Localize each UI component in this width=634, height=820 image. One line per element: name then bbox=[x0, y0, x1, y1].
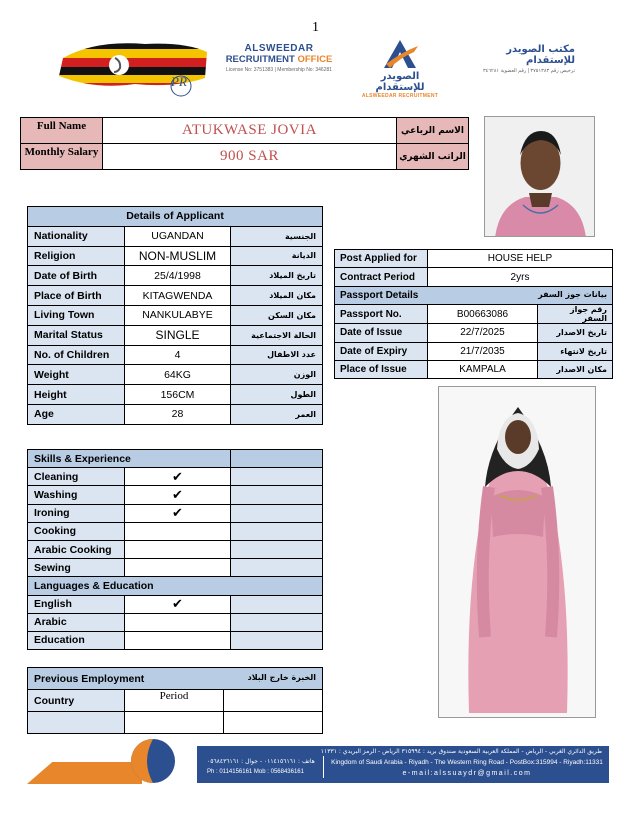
passport-label: Date of Expiry bbox=[335, 342, 428, 360]
detail-arabic-label: الطول bbox=[231, 385, 323, 405]
passport-arabic-label: تاريخ لانتهاء bbox=[538, 342, 613, 360]
office-name-recruitment: RECRUITMENT bbox=[225, 54, 295, 65]
office-logo-arabic bbox=[455, 44, 575, 74]
table-row bbox=[28, 345, 323, 365]
skill-extra-cell bbox=[231, 595, 323, 613]
skills-title-blank bbox=[231, 450, 323, 468]
post-applied-value: HOUSE HELP bbox=[428, 250, 613, 268]
contract-period-label: Contract Period bbox=[335, 268, 428, 286]
salary-label: Monthly Salary bbox=[21, 144, 103, 170]
skill-extra-cell bbox=[231, 613, 323, 631]
detail-arabic-label: الحالة الاجتماعية bbox=[231, 325, 323, 345]
detail-label: Height bbox=[28, 385, 125, 405]
passport-section-header bbox=[335, 286, 613, 304]
table-row bbox=[28, 286, 323, 306]
skill-extra-cell bbox=[231, 631, 323, 649]
passport-value: B00663086 bbox=[428, 305, 538, 324]
skill-extra-cell bbox=[231, 559, 323, 577]
skill-label: Cleaning bbox=[28, 468, 125, 486]
footer-divider bbox=[323, 756, 324, 778]
table-row bbox=[335, 305, 613, 324]
arabic-license-line: ترخيص رقم ٣٧٥١٣٨٣ | رقم العضوية ٣٤٦٢٨١ bbox=[482, 68, 575, 74]
detail-value: 4 bbox=[125, 345, 231, 365]
skill-label: Education bbox=[28, 631, 125, 649]
skills-experience-table bbox=[27, 449, 323, 650]
skill-extra-cell bbox=[231, 522, 323, 540]
country-label: Country bbox=[28, 690, 125, 712]
table-row bbox=[28, 385, 323, 405]
skill-extra-cell bbox=[231, 504, 323, 522]
period-label: Period bbox=[125, 690, 224, 712]
skill-extra-cell bbox=[231, 468, 323, 486]
detail-value: 28 bbox=[125, 404, 231, 424]
table-row bbox=[28, 226, 323, 246]
table-row bbox=[28, 404, 323, 424]
a-letter-icon bbox=[380, 38, 420, 70]
footer-address-arabic: طريق الدائري الغربي - الرياض - المملكة العربية السعودية صندوق بريد : ٣١٥٩٩٤ الرياض - الرمز البريدي : ١١٣٣١ bbox=[320, 748, 602, 755]
post-applied-label: Post Applied for bbox=[335, 250, 428, 268]
employment-title-arabic: الخبرة خارج البلاد bbox=[247, 672, 316, 682]
table-row bbox=[28, 504, 323, 522]
table-row bbox=[28, 486, 323, 504]
footer-banner bbox=[27, 738, 609, 784]
detail-value: UGANDAN bbox=[125, 226, 231, 246]
skill-label: Arabic bbox=[28, 613, 125, 631]
contract-period-value: 2yrs bbox=[428, 268, 613, 286]
skill-label: Arabic Cooking bbox=[28, 540, 125, 558]
skill-label: English bbox=[28, 595, 125, 613]
passport-label: Place of Issue bbox=[335, 360, 428, 378]
footer-address-english: Kingdom of Saudi Arabia - Riyadh - The Western Ring Road - PostBox:315994 - Riyadh:11331 bbox=[331, 759, 603, 766]
full-name-value: ATUKWASE JOVIA bbox=[103, 118, 397, 144]
office-name-line1: ALSWEEDAR bbox=[244, 43, 314, 54]
footer-email: e-mail:alssuaydr@gmail.com bbox=[402, 770, 532, 777]
employment-blank-cell bbox=[224, 690, 323, 712]
detail-arabic-label: عدد الاطفال bbox=[231, 345, 323, 365]
detail-arabic-label: الوزن bbox=[231, 365, 323, 385]
detail-value: SINGLE bbox=[125, 325, 231, 345]
passport-arabic-label: مكان الاصدار bbox=[538, 360, 613, 378]
previous-employment-table bbox=[27, 667, 323, 734]
passport-value: 21/7/2035 bbox=[428, 342, 538, 360]
arabic-office-name: مكتب الصويدر للإستقدام bbox=[506, 44, 575, 66]
skill-extra-cell bbox=[231, 486, 323, 504]
detail-label: Weight bbox=[28, 365, 125, 385]
passport-label: Passport No. bbox=[335, 305, 428, 324]
table-row bbox=[28, 365, 323, 385]
detail-arabic-label: الديانة bbox=[231, 246, 323, 266]
table-row bbox=[28, 325, 323, 345]
table-row bbox=[28, 522, 323, 540]
detail-label: Living Town bbox=[28, 305, 125, 325]
detail-value: 64KG bbox=[125, 365, 231, 385]
office-name-office: OFFICE bbox=[297, 54, 333, 65]
employment-period-value bbox=[125, 712, 224, 734]
table-row bbox=[28, 559, 323, 577]
detail-label: No. of Children bbox=[28, 345, 125, 365]
table-row bbox=[28, 305, 323, 325]
table-row bbox=[28, 246, 323, 266]
name-salary-table bbox=[20, 117, 469, 170]
skill-check-value bbox=[125, 631, 231, 649]
office-logo-english bbox=[224, 43, 334, 73]
full-body-photo bbox=[438, 386, 596, 718]
skill-check-value: ✔ bbox=[125, 486, 231, 504]
detail-arabic-label: تاريخ الميلاد bbox=[231, 266, 323, 286]
arabic-logo-name: الصويدر للإستقدام bbox=[375, 71, 425, 93]
english-logo-name: ALSWEEDAR RECRUITMENT bbox=[361, 93, 439, 99]
passport-value: 22/7/2025 bbox=[428, 324, 538, 342]
passport-value: KAMPALA bbox=[428, 360, 538, 378]
table-row bbox=[28, 266, 323, 286]
company-a-logo bbox=[355, 38, 445, 99]
skill-check-value bbox=[125, 540, 231, 558]
table-row bbox=[28, 595, 323, 613]
table-row bbox=[335, 360, 613, 378]
passport-section-label: Passport Details bbox=[340, 289, 419, 301]
skill-check-value: ✔ bbox=[125, 468, 231, 486]
applicant-details-table bbox=[27, 206, 323, 425]
skill-check-value bbox=[125, 559, 231, 577]
skill-label: Cooking bbox=[28, 522, 125, 540]
detail-label: Religion bbox=[28, 246, 125, 266]
full-name-arabic-label: الاسم الرباعي bbox=[397, 118, 469, 144]
table-row bbox=[335, 342, 613, 360]
skill-check-value: ✔ bbox=[125, 595, 231, 613]
table-row bbox=[28, 631, 323, 649]
detail-label: Age bbox=[28, 404, 125, 424]
skill-check-value: ✔ bbox=[125, 504, 231, 522]
detail-value: KITAGWENDA bbox=[125, 286, 231, 306]
table-row bbox=[335, 324, 613, 342]
detail-arabic-label: الجنسية bbox=[231, 226, 323, 246]
languages-title: Languages & Education bbox=[28, 577, 323, 595]
detail-value: NON-MUSLIM bbox=[125, 246, 231, 266]
footer-emblem-icon bbox=[117, 738, 189, 784]
uganda-flag-logo bbox=[55, 38, 215, 100]
employment-header bbox=[28, 668, 323, 690]
details-title: Details of Applicant bbox=[28, 207, 323, 227]
employment-country-value bbox=[28, 712, 125, 734]
salary-arabic-label: الراتب الشهري bbox=[397, 144, 469, 170]
skill-label: Washing bbox=[28, 486, 125, 504]
table-row bbox=[28, 540, 323, 558]
table-row bbox=[28, 468, 323, 486]
skills-title: Skills & Experience bbox=[28, 450, 231, 468]
skill-extra-cell bbox=[231, 540, 323, 558]
post-passport-table bbox=[334, 249, 613, 379]
detail-label: Date of Birth bbox=[28, 266, 125, 286]
full-name-label: Full Name bbox=[21, 118, 103, 144]
skill-label: Ironing bbox=[28, 504, 125, 522]
detail-arabic-label: مكان السكن bbox=[231, 305, 323, 325]
detail-label: Place of Birth bbox=[28, 286, 125, 306]
detail-value: 25/4/1998 bbox=[125, 266, 231, 286]
detail-label: Marital Status bbox=[28, 325, 125, 345]
salary-value: 900 SAR bbox=[103, 144, 397, 170]
pr-monogram: PR bbox=[171, 74, 187, 89]
table-row bbox=[28, 613, 323, 631]
detail-label: Nationality bbox=[28, 226, 125, 246]
license-line: License No: 3751383 | Membership No: 346281 bbox=[225, 67, 333, 73]
headshot-photo bbox=[484, 116, 595, 237]
skill-label: Sewing bbox=[28, 559, 125, 577]
detail-arabic-label: مكان الميلاد bbox=[231, 286, 323, 306]
detail-value: NANKULABYE bbox=[125, 305, 231, 325]
detail-arabic-label: العمر bbox=[231, 404, 323, 424]
employment-extra-value bbox=[224, 712, 323, 734]
skill-check-value bbox=[125, 613, 231, 631]
footer-phone-english: Ph : 0114156161 Mob : 0568436161 bbox=[207, 769, 304, 775]
passport-arabic-label: رقم جواز السفر bbox=[538, 305, 613, 324]
passport-section-arabic: بيانات جوز السفر bbox=[538, 289, 607, 299]
detail-value: 156CM bbox=[125, 385, 231, 405]
page-number: 1 bbox=[312, 20, 319, 35]
passport-arabic-label: تاريخ الاصدار bbox=[538, 324, 613, 342]
passport-label: Date of Issue bbox=[335, 324, 428, 342]
skill-check-value bbox=[125, 522, 231, 540]
office-name-line2 bbox=[224, 54, 334, 65]
footer-phone-arabic: هاتف : ٠١١٤١٥٦١٦١ - جوال : ٠٥٦٨٤٣٦١٦١ bbox=[207, 758, 315, 765]
employment-title: Previous Employment bbox=[34, 672, 145, 685]
